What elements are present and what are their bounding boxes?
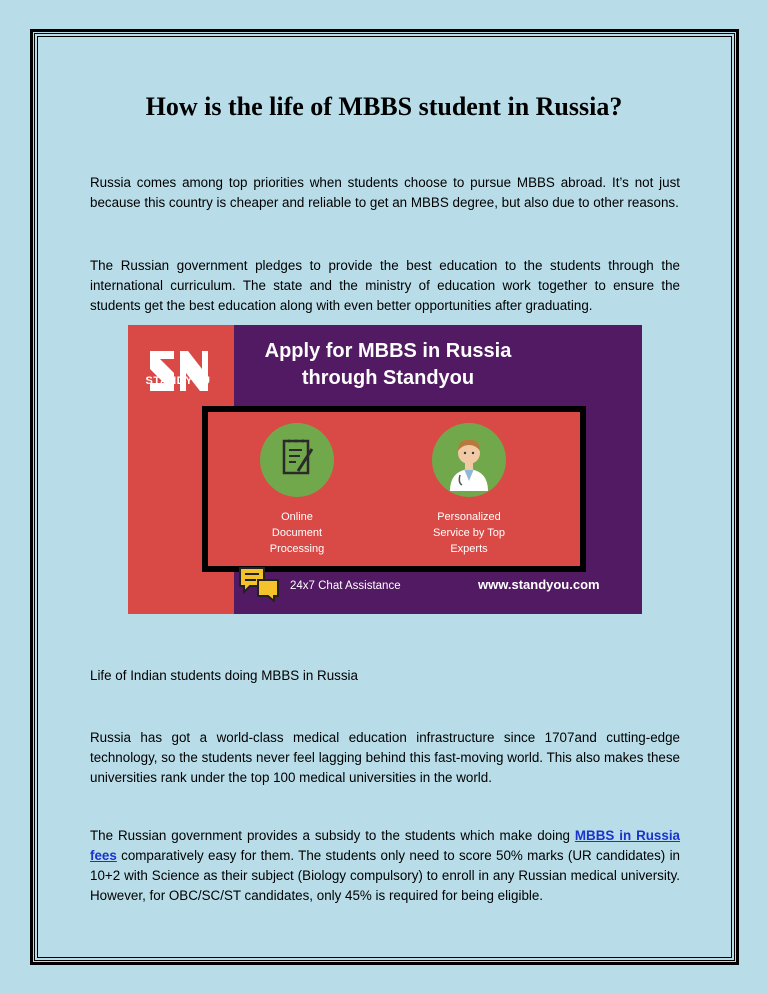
promo-banner [128,325,642,614]
feature-personalized-service [414,509,524,557]
headline-line-1: Apply for MBBS in Russia [264,340,512,362]
feature2-line2: Service by Top [433,527,505,539]
paragraph-government: The Russian government pledges to provide the best education to the students through the international curriculum. The state and the ministry of education work together to ensure the students get the best education along with even better opportunities after graduating. [90,258,680,313]
website-label: www.standyou.com [478,577,600,592]
document-edit-icon [260,423,334,497]
headline-line-2: through Standyou [301,367,475,389]
chat-assistance-label: 24x7 Chat Assistance [290,580,401,592]
feature2-line3: Experts [450,543,488,555]
paragraph-infrastructure: Russia has got a world-class medical education infrastructure since 1707and cutting-edge technology, so the students never feel lagging behind this fast-moving world. This also makes these universities rank under the top 100 medical universities in the world. [90,730,680,785]
mbbs-russia-fees-link[interactable]: MBBS in Russia fees [90,828,680,863]
feature1-line1: Online [281,511,313,523]
feature-online-document [242,509,352,557]
feature2-line1: Personalized [437,511,501,523]
chat-bubbles-icon [238,566,280,602]
logo-text: STANDYOU [145,375,211,387]
paragraph-intro: Russia comes among top priorities when students choose to pursue MBBS abroad. It’s not just because this country is cheaper and reliable to get an MBBS degree, but also due to other reasons. [90,175,680,210]
paragraph-subheading: Life of Indian students doing MBBS in Russia [90,668,358,683]
subsidy-text-end: comparatively easy for them. The students only need to score 50% marks (UR candidates) in 10+2 with Science as their subject (Biology compulsory) to enroll in any Russian medical university. However, for OBC/SC/ST candidates, only 45% is required for being eligible. [90,848,680,903]
feature1-line3: Processing [269,543,325,555]
paragraph-subsidy [90,826,680,906]
banner-headline [234,338,542,392]
document-title: How is the life of MBBS student in Russia? [145,92,623,121]
features-box-inner [208,412,580,566]
doctor-icon [432,423,506,497]
standyou-logo-icon [138,337,218,407]
subsidy-text-start: The Russian government provides a subsidy to the students which make doing [90,828,575,843]
features-box [202,406,586,572]
feature1-line2: Document [271,527,323,539]
